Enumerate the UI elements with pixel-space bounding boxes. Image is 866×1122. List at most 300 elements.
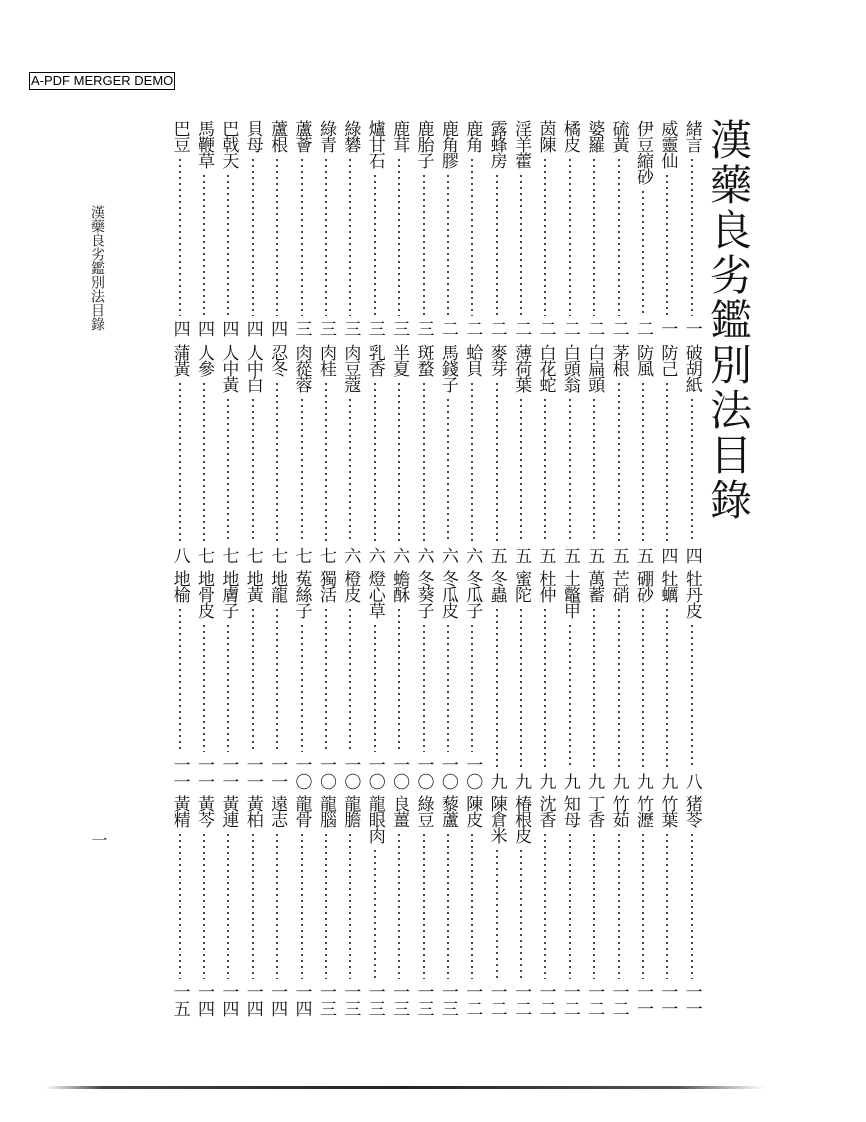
toc-entry	[241, 570, 265, 790]
toc-entry-page: 一四	[242, 983, 263, 1017]
toc-entry-name: 萬蓄	[584, 570, 605, 602]
toc-entry-page: 三	[315, 320, 336, 337]
toc-entry	[558, 344, 582, 564]
toc-entry	[314, 344, 338, 564]
toc-entry-page: 九	[535, 773, 556, 790]
dot-leader	[276, 381, 278, 543]
toc-entry	[484, 120, 508, 337]
toc-entry	[680, 120, 704, 337]
toc-entry	[411, 120, 435, 337]
toc-entry-name: 蛤貝	[462, 344, 483, 376]
dot-leader	[618, 381, 620, 543]
dot-leader	[252, 397, 254, 543]
toc-entry-page: 七	[315, 547, 336, 564]
toc-entry-page: 二	[486, 320, 507, 337]
toc-entry-name: 硼砂	[633, 570, 654, 602]
toc-entry-name: 杜仲	[535, 570, 556, 602]
toc-entry-name: 地榆	[169, 570, 190, 602]
toc-entry-name: 龍腦	[315, 795, 336, 827]
dot-leader	[349, 607, 351, 752]
dot-leader	[618, 157, 620, 316]
toc-section-4	[118, 795, 704, 1017]
toc-entry-page: 二	[633, 320, 654, 337]
dot-leader	[569, 397, 571, 543]
toc-entry-name: 知母	[559, 795, 580, 827]
dot-leader	[447, 173, 449, 316]
toc-entry-page: 三	[340, 320, 361, 337]
toc-entry	[655, 344, 679, 564]
toc-entry-page: 一〇	[291, 756, 312, 790]
toc-entry	[338, 344, 362, 564]
toc-entry	[606, 120, 630, 337]
dot-leader	[569, 832, 571, 979]
toc-entry-name: 肉豆蔻	[340, 344, 361, 392]
toc-entry-name: 冬瓜子	[462, 570, 483, 618]
toc-entry-name: 冬葵子	[413, 570, 434, 618]
toc-entry-name: 橘皮	[559, 120, 580, 152]
dot-leader	[252, 607, 254, 752]
toc-entry-name: 斑蝥	[413, 344, 434, 376]
dot-leader	[325, 157, 327, 316]
dot-leader	[447, 623, 449, 752]
demo-watermark: A-PDF MERGER DEMO	[31, 73, 174, 88]
toc-entry	[216, 344, 240, 564]
toc-entry	[436, 570, 460, 790]
dot-leader	[642, 607, 644, 769]
toc-entry-page: 二	[608, 320, 629, 337]
toc-entry-name: 白花蛇	[535, 344, 556, 392]
toc-entry-page: 一三	[315, 983, 336, 1017]
toc-entry-name: 人參	[193, 344, 214, 376]
toc-entry	[192, 795, 216, 1017]
toc-entry-page: 五	[511, 547, 532, 564]
toc-entry-page: 一二	[559, 983, 580, 1017]
dot-leader	[423, 832, 425, 979]
dot-leader	[618, 832, 620, 979]
toc-entry	[167, 570, 191, 790]
dot-leader	[642, 381, 644, 543]
toc-entry	[241, 120, 265, 337]
toc-entry-page: 一〇	[437, 756, 458, 790]
toc-entry	[631, 344, 655, 564]
toc-entry	[582, 570, 606, 790]
toc-entry	[606, 570, 630, 790]
toc-entry-page: 一一	[681, 983, 702, 1017]
toc-entry-name: 芒硝	[608, 570, 629, 602]
toc-entry-name: 獨活	[315, 570, 336, 602]
toc-entry	[363, 570, 387, 790]
toc-entry	[265, 795, 289, 1017]
toc-entry	[314, 570, 338, 790]
dot-leader	[520, 173, 522, 316]
toc-entry	[606, 344, 630, 564]
dot-leader	[520, 397, 522, 543]
toc-entry-name: 土鼈甲	[559, 570, 580, 618]
running-head: 漢藥良劣鑑別法目錄	[89, 205, 105, 331]
toc-entry-name: 地膚子	[218, 570, 239, 618]
dot-leader	[691, 157, 693, 316]
toc-entry-name: 蒲黃	[169, 344, 190, 376]
toc-entry-name: 竹茹	[608, 795, 629, 827]
toc-entry	[192, 344, 216, 564]
toc-entry-page: 七	[242, 547, 263, 564]
toc-entry-page: 一二	[584, 983, 605, 1017]
toc-entry-page: 六	[340, 547, 361, 564]
toc-entry-page: 二	[462, 320, 483, 337]
toc-entry	[631, 120, 655, 337]
toc-entry	[192, 120, 216, 337]
toc-entry-page: 六	[413, 547, 434, 564]
dot-leader	[471, 623, 473, 752]
toc-entry-page: 一五	[169, 983, 190, 1017]
toc-entry-page: 一	[681, 320, 702, 337]
toc-entry	[241, 795, 265, 1017]
dot-leader	[593, 397, 595, 543]
toc-entry	[582, 795, 606, 1017]
toc-entry-page: 一一	[218, 756, 239, 790]
toc-entry-name: 爐甘石	[364, 120, 385, 168]
toc-entry-name: 黃精	[169, 795, 190, 827]
toc-entry	[289, 344, 313, 564]
toc-entry-name: 馬鞭草	[193, 120, 214, 168]
toc-entry	[338, 120, 362, 337]
toc-entry-page: 一〇	[389, 756, 410, 790]
toc-entry-name: 黃柏	[242, 795, 263, 827]
toc-entry-name: 陳皮	[462, 795, 483, 827]
dot-leader	[374, 623, 376, 752]
toc-entry	[436, 795, 460, 1017]
toc-entry-name: 藜蘆	[437, 795, 458, 827]
toc-entry-page: 一〇	[315, 756, 336, 790]
toc-entry-page: 八	[681, 773, 702, 790]
dot-leader	[496, 848, 498, 979]
toc-entry	[436, 344, 460, 564]
toc-entry-page: 二	[535, 320, 556, 337]
dot-leader	[520, 848, 522, 979]
dot-leader	[374, 173, 376, 316]
dot-leader	[423, 173, 425, 316]
toc-entry-page: 四	[681, 547, 702, 564]
dot-leader	[276, 607, 278, 752]
toc-entry-page: 九	[559, 773, 580, 790]
toc-entry-name: 忍冬	[267, 344, 288, 376]
toc-entry-name: 乳香	[364, 344, 385, 376]
toc-entry	[484, 795, 508, 1017]
dot-leader	[203, 173, 205, 316]
dot-leader	[593, 832, 595, 979]
toc-entry-page: 四	[193, 320, 214, 337]
toc-entry-page: 一二	[511, 983, 532, 1017]
toc-entry-name: 緒言	[681, 120, 702, 152]
toc-entry	[460, 344, 484, 564]
toc-entry	[509, 570, 533, 790]
toc-entry-page: 七	[193, 547, 214, 564]
toc-entry-name: 菟絲子	[291, 570, 312, 618]
toc-entry	[484, 570, 508, 790]
toc-entry-page: 九	[486, 773, 507, 790]
toc-entry-page: 一三	[437, 983, 458, 1017]
toc-entry-page: 一一	[633, 983, 654, 1017]
toc-entry-name: 茅根	[608, 344, 629, 376]
dot-leader	[593, 607, 595, 769]
toc-entry	[460, 795, 484, 1017]
dot-leader	[398, 832, 400, 979]
dot-leader	[276, 157, 278, 316]
toc-entry	[363, 795, 387, 1017]
toc-entry-page: 五	[608, 547, 629, 564]
toc-entry-name: 冬瓜皮	[437, 570, 458, 618]
dot-leader	[179, 157, 181, 316]
toc-entry	[167, 795, 191, 1017]
toc-entry-page: 一一	[193, 756, 214, 790]
dot-leader	[569, 623, 571, 769]
toc-entry-name: 露蜂房	[486, 120, 507, 168]
dot-leader	[642, 832, 644, 979]
toc-entry-page: 六	[364, 547, 385, 564]
scan-edge-line	[45, 1086, 765, 1089]
toc-entry-name: 淫羊藿	[511, 120, 532, 168]
toc-entry-page: 六	[389, 547, 410, 564]
toc-entry-name: 龍眼肉	[364, 795, 385, 843]
dot-leader	[544, 397, 546, 543]
toc-entry-name: 竹葉	[657, 795, 678, 827]
toc-entry-name: 蜜陀	[511, 570, 532, 602]
toc-entry-name: 蘆薈	[291, 120, 312, 152]
toc-entry-page: 一四	[218, 983, 239, 1017]
toc-entry	[436, 120, 460, 337]
toc-entry	[460, 120, 484, 337]
dot-leader	[325, 832, 327, 979]
toc-entry-page: 七	[218, 547, 239, 564]
toc-entry-name: 肉桂	[315, 344, 336, 376]
dot-leader	[569, 157, 571, 316]
toc-entry	[558, 120, 582, 337]
toc-entry-name: 鹿角	[462, 120, 483, 152]
toc-entry-name: 竹瀝	[633, 795, 654, 827]
toc-entry	[582, 120, 606, 337]
toc-entry-page: 一一	[169, 756, 190, 790]
toc-entry-page: 七	[267, 547, 288, 564]
toc-entry	[167, 120, 191, 337]
toc-entry-page: 一	[657, 320, 678, 337]
toc-entry-page: 一四	[267, 983, 288, 1017]
toc-entry	[289, 570, 313, 790]
toc-entry-page: 九	[633, 773, 654, 790]
toc-entry-name: 蟾酥	[389, 570, 410, 602]
dot-leader	[544, 832, 546, 979]
dot-leader	[349, 832, 351, 979]
dot-leader	[301, 397, 303, 543]
toc-entry-name: 防風	[633, 344, 654, 376]
dot-leader	[227, 832, 229, 979]
dot-leader	[203, 381, 205, 543]
toc-entry	[314, 795, 338, 1017]
toc-entry-page: 一一	[267, 756, 288, 790]
toc-entry-page: 四	[242, 320, 263, 337]
toc-entry-page: 一三	[389, 983, 410, 1017]
toc-entry-page: 五	[559, 547, 580, 564]
toc-entry	[363, 344, 387, 564]
dot-leader	[691, 623, 693, 769]
toc-entry-name: 貝母	[242, 120, 263, 152]
toc-entry-name: 沈香	[535, 795, 556, 827]
toc-entry-name: 龍骨	[291, 795, 312, 827]
toc-entry	[387, 120, 411, 337]
toc-entry-page: 四	[657, 547, 678, 564]
dot-leader	[691, 832, 693, 979]
dot-leader	[276, 832, 278, 979]
dot-leader	[252, 157, 254, 316]
toc-entry-page: 七	[291, 547, 312, 564]
dot-leader	[227, 173, 229, 316]
toc-entry	[363, 120, 387, 337]
dot-leader	[398, 381, 400, 543]
toc-entry-page: 九	[657, 773, 678, 790]
toc-entry	[680, 570, 704, 790]
dot-leader	[179, 832, 181, 979]
toc-entry-name: 防己	[657, 344, 678, 376]
toc-entry-name: 綠青	[315, 120, 336, 152]
dot-leader	[471, 381, 473, 543]
toc-entry-name: 麥芽	[486, 344, 507, 376]
toc-entry	[582, 344, 606, 564]
toc-entry-page: 二	[584, 320, 605, 337]
toc-entry	[680, 344, 704, 564]
toc-entry-page: 五	[633, 547, 654, 564]
toc-entry-name: 威靈仙	[657, 120, 678, 168]
toc-entry-page: 三	[413, 320, 434, 337]
dot-leader	[301, 157, 303, 316]
dot-leader	[447, 397, 449, 543]
toc-section-2	[118, 344, 704, 564]
toc-entry	[655, 570, 679, 790]
toc-entry-page: 三	[291, 320, 312, 337]
dot-leader	[227, 397, 229, 543]
toc-entry-page: 六	[437, 547, 458, 564]
toc-entry-name: 遠志	[267, 795, 288, 827]
toc-entry-name: 馬錢子	[437, 344, 458, 392]
toc-entry-name: 良薑	[389, 795, 410, 827]
dot-leader	[374, 848, 376, 979]
dot-leader	[496, 607, 498, 769]
toc-entry-page: 二	[437, 320, 458, 337]
toc-entry-name: 伊豆縮砂	[633, 120, 654, 184]
toc-entry-page: 二	[511, 320, 532, 337]
toc-entry-name: 綠礬	[340, 120, 361, 152]
toc-entry	[216, 795, 240, 1017]
dot-leader	[423, 623, 425, 752]
toc-entry	[460, 570, 484, 790]
dot-leader	[398, 607, 400, 752]
toc-entry	[167, 344, 191, 564]
toc-entry-name: 陳倉米	[486, 795, 507, 843]
dot-leader	[179, 381, 181, 543]
dot-leader	[666, 607, 668, 769]
dot-leader	[593, 157, 595, 316]
toc-entry-name: 婆羅	[584, 120, 605, 152]
toc-entry-page: 一〇	[462, 756, 483, 790]
toc-entry-name: 丁香	[584, 795, 605, 827]
toc-entry-name: 肉蓯蓉	[291, 344, 312, 392]
dot-leader	[691, 397, 693, 543]
toc-entry-page: 一二	[535, 983, 556, 1017]
toc-entry-name: 人中黃	[218, 344, 239, 392]
toc-entry-page: 一四	[193, 983, 214, 1017]
toc-entry-name: 人中白	[242, 344, 263, 392]
toc-entry	[411, 795, 435, 1017]
toc-entry	[484, 344, 508, 564]
toc-entry-name: 巴豆	[169, 120, 190, 152]
toc-entry-name: 破胡紙	[681, 344, 702, 392]
toc-entry-page: 九	[584, 773, 605, 790]
toc-entry	[631, 570, 655, 790]
toc-entry	[533, 344, 557, 564]
toc-entry-name: 燈心草	[364, 570, 385, 618]
toc-entry	[216, 570, 240, 790]
dot-leader	[301, 832, 303, 979]
toc-entry-name: 蘆根	[267, 120, 288, 152]
toc-entry-page: 五	[486, 547, 507, 564]
toc-entry-page: 三	[364, 320, 385, 337]
toc-entry	[533, 795, 557, 1017]
dot-leader	[618, 607, 620, 769]
toc-entry	[411, 344, 435, 564]
page-number: 一	[89, 832, 108, 848]
toc-entry-page: 四	[169, 320, 190, 337]
toc-entry-page: 一二	[608, 983, 629, 1017]
toc-entry-name: 猪苓	[681, 795, 702, 827]
dot-leader	[666, 832, 668, 979]
toc-entry	[606, 795, 630, 1017]
toc-entry-name: 巴戟天	[218, 120, 239, 168]
toc-entry-name: 牡丹皮	[681, 570, 702, 618]
toc-entry-name: 鹿角膠	[437, 120, 458, 168]
toc-entry-name: 冬蟲	[486, 570, 507, 602]
toc-entry	[387, 344, 411, 564]
dot-leader	[544, 157, 546, 316]
dot-leader	[349, 397, 351, 543]
page-title: 漢藥良劣鑑別法目錄	[704, 118, 753, 523]
toc-entry-name: 白頭翁	[559, 344, 580, 392]
toc-entry	[509, 795, 533, 1017]
toc-entry-page: 四	[267, 320, 288, 337]
toc-entry-page: 一四	[291, 983, 312, 1017]
toc-entry-page: 一〇	[413, 756, 434, 790]
toc-entry-name: 茵陳	[535, 120, 556, 152]
dot-leader	[666, 381, 668, 543]
toc-entry-name: 硫黃	[608, 120, 629, 152]
toc-entry	[509, 120, 533, 337]
toc-entry-page: 三	[389, 320, 410, 337]
toc-entry	[192, 570, 216, 790]
toc-entry-name: 黃芩	[193, 795, 214, 827]
toc-entry-page: 六	[462, 547, 483, 564]
toc-entry-name: 椿根皮	[511, 795, 532, 843]
dot-leader	[642, 189, 644, 316]
dot-leader	[544, 607, 546, 769]
toc-entry-page: 一一	[657, 983, 678, 1017]
toc-entry	[558, 795, 582, 1017]
dot-leader	[179, 607, 181, 752]
toc-entry	[631, 795, 655, 1017]
toc-entry-name: 龍膽	[340, 795, 361, 827]
toc-entry	[680, 795, 704, 1017]
toc-section-1	[118, 120, 704, 337]
toc-entry-name: 半夏	[389, 344, 410, 376]
toc-entry-page: 一二	[462, 983, 483, 1017]
toc-entry-page: 二	[559, 320, 580, 337]
toc-entry	[265, 120, 289, 337]
